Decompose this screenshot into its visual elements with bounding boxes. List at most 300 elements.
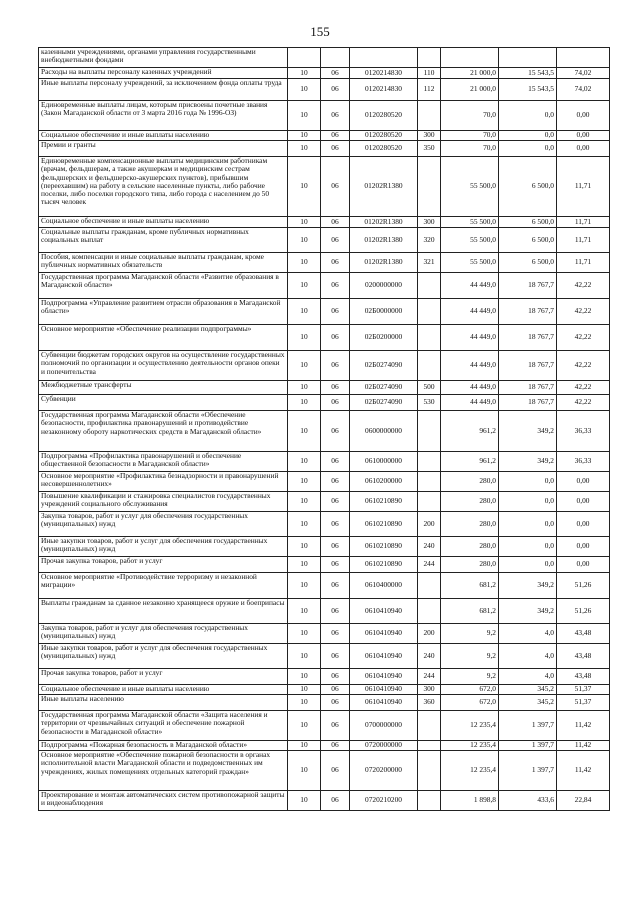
execution-percent: 11,71 xyxy=(557,253,610,273)
table-row xyxy=(39,624,610,644)
table-row xyxy=(39,79,610,101)
row-name: Прочая закупка товаров, работ и услуг xyxy=(39,669,288,685)
expense-type-code: 244 xyxy=(418,557,441,573)
subsection-code: 06 xyxy=(321,644,350,669)
subsection-code: 06 xyxy=(321,751,350,791)
subsection-code: 06 xyxy=(321,325,350,351)
section-code: 10 xyxy=(288,411,321,452)
target-article-code xyxy=(350,48,418,68)
subsection-code: 06 xyxy=(321,79,350,101)
table-row xyxy=(39,68,610,79)
subsection-code: 06 xyxy=(321,395,350,411)
actual-amount: 4,0 xyxy=(499,669,557,685)
expense-type-code: 320 xyxy=(418,228,441,253)
table-row xyxy=(39,741,610,751)
execution-percent: 0,00 xyxy=(557,492,610,512)
subsection-code: 06 xyxy=(321,624,350,644)
subsection-code xyxy=(321,48,350,68)
execution-percent: 51,37 xyxy=(557,685,610,695)
target-article-code: 0200000000 xyxy=(350,273,418,299)
table-row xyxy=(39,157,610,217)
section-code: 10 xyxy=(288,751,321,791)
row-name: Расходы на выплаты персоналу казенных учреждений xyxy=(39,68,288,79)
execution-percent: 0,00 xyxy=(557,141,610,157)
row-name: Единовременные компенсационные выплаты медицинским работникам (врачам, фельдшерам, а также акушеркам и медицинским сестрам фельдшерских и фельдшерско-акушерских пунктов), прибывшим (переехавшим) на работу в сельские населенные пункты, либо рабочие поселки, либо поселки городского типа, либо города с населением до 50 тысяч человек xyxy=(39,157,288,217)
subsection-code: 06 xyxy=(321,669,350,685)
table-row xyxy=(39,411,610,452)
row-name: Иные выплаты персоналу учреждений, за исключением фонда оплаты труда xyxy=(39,79,288,101)
actual-amount: 18 767,7 xyxy=(499,381,557,395)
expense-type-code xyxy=(418,492,441,512)
planned-amount: 280,0 xyxy=(441,492,499,512)
section-code: 10 xyxy=(288,512,321,537)
section-code: 10 xyxy=(288,557,321,573)
expense-type-code: 200 xyxy=(418,512,441,537)
table-row xyxy=(39,141,610,157)
expense-type-code xyxy=(418,711,441,741)
expense-type-code xyxy=(418,411,441,452)
section-code: 10 xyxy=(288,624,321,644)
section-code: 10 xyxy=(288,644,321,669)
table-row xyxy=(39,537,610,557)
section-code: 10 xyxy=(288,573,321,599)
subsection-code: 06 xyxy=(321,299,350,325)
target-article-code: 0610410940 xyxy=(350,644,418,669)
actual-amount: 349,2 xyxy=(499,452,557,472)
section-code: 10 xyxy=(288,101,321,131)
row-name: Подпрограмма «Профилактика правонарушений и обеспечение общественной безопасности в Магаданской области» xyxy=(39,452,288,472)
expense-type-code: 300 xyxy=(418,685,441,695)
actual-amount: 15 543,5 xyxy=(499,79,557,101)
execution-percent: 36,33 xyxy=(557,452,610,472)
target-article-code: 0600000000 xyxy=(350,411,418,452)
target-article-code: 01202R1380 xyxy=(350,228,418,253)
actual-amount: 6 500,0 xyxy=(499,157,557,217)
planned-amount: 12 235,4 xyxy=(441,751,499,791)
target-article-code: 0610210890 xyxy=(350,512,418,537)
subsection-code: 06 xyxy=(321,157,350,217)
section-code: 10 xyxy=(288,79,321,101)
target-article-code: 02Б0000000 xyxy=(350,299,418,325)
subsection-code: 06 xyxy=(321,537,350,557)
target-article-code: 0610410940 xyxy=(350,599,418,624)
expense-type-code xyxy=(418,101,441,131)
section-code: 10 xyxy=(288,299,321,325)
row-name: Государственная программа Магаданской области «Обеспечение безопасности, профилактика правонарушений и противодействие незаконному обороту наркотических средств в Магаданской области» xyxy=(39,411,288,452)
actual-amount xyxy=(499,48,557,68)
planned-amount: 44 449,0 xyxy=(441,299,499,325)
execution-percent: 0,00 xyxy=(557,537,610,557)
row-name: Подпрограмма «Пожарная безопасность в Магаданской области» xyxy=(39,741,288,751)
table-row xyxy=(39,131,610,141)
target-article-code: 0720210200 xyxy=(350,791,418,811)
row-name: Премии и гранты xyxy=(39,141,288,157)
table-row xyxy=(39,217,610,228)
table-row xyxy=(39,711,610,741)
actual-amount: 18 767,7 xyxy=(499,273,557,299)
execution-percent: 43,48 xyxy=(557,624,610,644)
expense-type-code: 244 xyxy=(418,669,441,685)
execution-percent: 11,71 xyxy=(557,157,610,217)
actual-amount: 6 500,0 xyxy=(499,228,557,253)
row-name: Социальные выплаты гражданам, кроме публичных нормативных социальных выплат xyxy=(39,228,288,253)
section-code: 10 xyxy=(288,791,321,811)
actual-amount: 349,2 xyxy=(499,573,557,599)
row-name: Подпрограмма «Управление развитием отрасли образования в Магаданской области» xyxy=(39,299,288,325)
actual-amount: 0,0 xyxy=(499,141,557,157)
table-row xyxy=(39,599,610,624)
section-code: 10 xyxy=(288,141,321,157)
planned-amount: 12 235,4 xyxy=(441,741,499,751)
target-article-code: 02Б0274090 xyxy=(350,395,418,411)
subsection-code: 06 xyxy=(321,512,350,537)
execution-percent: 36,33 xyxy=(557,411,610,452)
actual-amount: 1 397,7 xyxy=(499,741,557,751)
execution-percent: 42,22 xyxy=(557,325,610,351)
section-code: 10 xyxy=(288,472,321,492)
actual-amount: 18 767,7 xyxy=(499,395,557,411)
planned-amount: 280,0 xyxy=(441,512,499,537)
row-name: Основное мероприятие «Обеспечение реализации подпрограммы» xyxy=(39,325,288,351)
section-code: 10 xyxy=(288,228,321,253)
expense-type-code: 200 xyxy=(418,624,441,644)
table-row xyxy=(39,452,610,472)
subsection-code: 06 xyxy=(321,685,350,695)
target-article-code: 0120280520 xyxy=(350,101,418,131)
table-row xyxy=(39,669,610,685)
target-article-code: 0610000000 xyxy=(350,452,418,472)
planned-amount: 280,0 xyxy=(441,472,499,492)
execution-percent: 42,22 xyxy=(557,273,610,299)
execution-percent xyxy=(557,48,610,68)
planned-amount: 44 449,0 xyxy=(441,395,499,411)
expense-type-code: 110 xyxy=(418,68,441,79)
planned-amount: 9,2 xyxy=(441,644,499,669)
subsection-code: 06 xyxy=(321,492,350,512)
expense-type-code xyxy=(418,791,441,811)
row-name: Иные закупки товаров, работ и услуг для обеспечения государственных (муниципальных) нужд xyxy=(39,537,288,557)
target-article-code: 0720200000 xyxy=(350,751,418,791)
section-code xyxy=(288,48,321,68)
table-row xyxy=(39,325,610,351)
expense-type-code xyxy=(418,299,441,325)
execution-percent: 11,42 xyxy=(557,751,610,791)
actual-amount: 18 767,7 xyxy=(499,351,557,381)
subsection-code: 06 xyxy=(321,452,350,472)
table-row xyxy=(39,695,610,711)
expense-type-code: 350 xyxy=(418,141,441,157)
planned-amount: 70,0 xyxy=(441,141,499,157)
table-row xyxy=(39,228,610,253)
row-name: Проектирование и монтаж автоматических систем противопожарной защиты и видеонаблюдения xyxy=(39,791,288,811)
subsection-code: 06 xyxy=(321,228,350,253)
target-article-code: 0610410940 xyxy=(350,624,418,644)
section-code: 10 xyxy=(288,452,321,472)
row-name: казенными учреждениями, органами управления государственными внебюджетными фондами xyxy=(39,48,288,68)
planned-amount: 55 500,0 xyxy=(441,157,499,217)
expense-type-code xyxy=(418,273,441,299)
planned-amount: 672,0 xyxy=(441,685,499,695)
actual-amount: 18 767,7 xyxy=(499,325,557,351)
subsection-code: 06 xyxy=(321,791,350,811)
table-row xyxy=(39,351,610,381)
row-name: Основное мероприятие «Обеспечение пожарной безопасности в органах исполнительной власти Магаданской области и подведомственных им учреждениях, жилых помещениях отдельных категорий граждан» xyxy=(39,751,288,791)
planned-amount: 44 449,0 xyxy=(441,273,499,299)
planned-amount: 1 898,8 xyxy=(441,791,499,811)
table-row xyxy=(39,253,610,273)
table-row xyxy=(39,644,610,669)
section-code: 10 xyxy=(288,68,321,79)
subsection-code: 06 xyxy=(321,217,350,228)
actual-amount: 0,0 xyxy=(499,472,557,492)
section-code: 10 xyxy=(288,741,321,751)
row-name: Субвенции бюджетам городских округов на осуществление государственных полномочий по организации и осуществлению деятельности органов опеки и попечительства xyxy=(39,351,288,381)
actual-amount: 345,2 xyxy=(499,685,557,695)
planned-amount: 280,0 xyxy=(441,537,499,557)
subsection-code: 06 xyxy=(321,68,350,79)
execution-percent: 51,26 xyxy=(557,599,610,624)
section-code: 10 xyxy=(288,131,321,141)
actual-amount: 18 767,7 xyxy=(499,299,557,325)
execution-percent: 42,22 xyxy=(557,299,610,325)
actual-amount: 6 500,0 xyxy=(499,253,557,273)
row-name: Социальное обеспечение и иные выплаты населению xyxy=(39,217,288,228)
row-name: Повышение квалификации и стажировка специалистов государственных учреждений социального обслуживания xyxy=(39,492,288,512)
planned-amount: 12 235,4 xyxy=(441,711,499,741)
actual-amount: 0,0 xyxy=(499,537,557,557)
section-code: 10 xyxy=(288,599,321,624)
table-row xyxy=(39,492,610,512)
section-code: 10 xyxy=(288,351,321,381)
table-row xyxy=(39,512,610,537)
table-row xyxy=(39,299,610,325)
row-name: Межбюджетные трансферты xyxy=(39,381,288,395)
execution-percent: 11,71 xyxy=(557,217,610,228)
actual-amount: 345,2 xyxy=(499,695,557,711)
target-article-code: 02Б0274090 xyxy=(350,381,418,395)
target-article-code: 0610210890 xyxy=(350,537,418,557)
target-article-code: 0610200000 xyxy=(350,472,418,492)
row-name: Основное мероприятие «Профилактика безнадзорности и правонарушений несовершеннолетних» xyxy=(39,472,288,492)
expense-type-code: 240 xyxy=(418,644,441,669)
expense-type-code: 240 xyxy=(418,537,441,557)
planned-amount: 21 000,0 xyxy=(441,79,499,101)
section-code: 10 xyxy=(288,157,321,217)
section-code: 10 xyxy=(288,492,321,512)
section-code: 10 xyxy=(288,711,321,741)
expense-type-code: 321 xyxy=(418,253,441,273)
expense-type-code xyxy=(418,751,441,791)
actual-amount: 0,0 xyxy=(499,492,557,512)
expense-type-code: 500 xyxy=(418,381,441,395)
section-code: 10 xyxy=(288,253,321,273)
actual-amount: 1 397,7 xyxy=(499,751,557,791)
row-name: Социальное обеспечение и иные выплаты населению xyxy=(39,131,288,141)
section-code: 10 xyxy=(288,325,321,351)
section-code: 10 xyxy=(288,685,321,695)
table-row xyxy=(39,751,610,791)
expense-type-code xyxy=(418,157,441,217)
row-name: Закупка товаров, работ и услуг для обеспечения государственных (муниципальных) нужд xyxy=(39,512,288,537)
target-article-code: 02Б0274090 xyxy=(350,351,418,381)
subsection-code: 06 xyxy=(321,472,350,492)
row-name: Основное мероприятие «Противодействие терроризму и незаконной миграции» xyxy=(39,573,288,599)
subsection-code: 06 xyxy=(321,253,350,273)
execution-percent: 0,00 xyxy=(557,472,610,492)
row-name: Государственная программа Магаданской области «Защита населения и территории от чрезвычайных ситуаций и обеспечение пожарной безопасности в Магаданской области» xyxy=(39,711,288,741)
planned-amount: 672,0 xyxy=(441,695,499,711)
planned-amount: 44 449,0 xyxy=(441,325,499,351)
subsection-code: 06 xyxy=(321,101,350,131)
expense-type-code xyxy=(418,351,441,381)
planned-amount: 681,2 xyxy=(441,573,499,599)
actual-amount: 0,0 xyxy=(499,131,557,141)
actual-amount: 0,0 xyxy=(499,512,557,537)
subsection-code: 06 xyxy=(321,573,350,599)
subsection-code: 06 xyxy=(321,599,350,624)
table-row xyxy=(39,472,610,492)
target-article-code: 02Б0200000 xyxy=(350,325,418,351)
planned-amount: 44 449,0 xyxy=(441,381,499,395)
target-article-code: 0120280520 xyxy=(350,141,418,157)
section-code: 10 xyxy=(288,537,321,557)
execution-percent: 42,22 xyxy=(557,381,610,395)
row-name: Выплаты гражданам за сданное незаконно хранящееся оружие и боеприпасы xyxy=(39,599,288,624)
target-article-code: 0610400000 xyxy=(350,573,418,599)
execution-percent: 0,00 xyxy=(557,101,610,131)
actual-amount: 1 397,7 xyxy=(499,711,557,741)
execution-percent: 0,00 xyxy=(557,557,610,573)
actual-amount: 433,6 xyxy=(499,791,557,811)
actual-amount: 15 543,5 xyxy=(499,68,557,79)
page-number: 155 xyxy=(310,24,330,39)
section-code: 10 xyxy=(288,669,321,685)
target-article-code: 0720000000 xyxy=(350,741,418,751)
row-name: Иные выплаты населению xyxy=(39,695,288,711)
execution-percent: 51,37 xyxy=(557,695,610,711)
subsection-code: 06 xyxy=(321,141,350,157)
subsection-code: 06 xyxy=(321,711,350,741)
execution-percent: 74,02 xyxy=(557,68,610,79)
planned-amount: 55 500,0 xyxy=(441,228,499,253)
expense-type-code xyxy=(418,452,441,472)
actual-amount: 349,2 xyxy=(499,411,557,452)
expense-type-code xyxy=(418,573,441,599)
section-code: 10 xyxy=(288,395,321,411)
actual-amount: 4,0 xyxy=(499,624,557,644)
section-code: 10 xyxy=(288,695,321,711)
execution-percent: 0,00 xyxy=(557,512,610,537)
target-article-code: 0610410940 xyxy=(350,669,418,685)
row-name: Единовременные выплаты лицам, которым присвоены почетные звания (Закон Магаданской области от 3 марта 2016 года № 1996-ОЗ) xyxy=(39,101,288,131)
section-code: 10 xyxy=(288,273,321,299)
row-name: Субвенции xyxy=(39,395,288,411)
actual-amount: 349,2 xyxy=(499,599,557,624)
table-row xyxy=(39,395,610,411)
execution-percent: 42,22 xyxy=(557,395,610,411)
expense-type-code: 360 xyxy=(418,695,441,711)
expense-type-code: 300 xyxy=(418,131,441,141)
planned-amount: 961,2 xyxy=(441,452,499,472)
planned-amount: 9,2 xyxy=(441,624,499,644)
table-row xyxy=(39,273,610,299)
planned-amount: 70,0 xyxy=(441,131,499,141)
row-name: Пособия, компенсации и иные социальные выплаты гражданам, кроме публичных нормативных обязательств xyxy=(39,253,288,273)
planned-amount: 55 500,0 xyxy=(441,217,499,228)
subsection-code: 06 xyxy=(321,557,350,573)
execution-percent: 22,84 xyxy=(557,791,610,811)
execution-percent: 42,22 xyxy=(557,351,610,381)
actual-amount: 4,0 xyxy=(499,644,557,669)
expense-type-code xyxy=(418,325,441,351)
table-row xyxy=(39,685,610,695)
actual-amount: 6 500,0 xyxy=(499,217,557,228)
target-article-code: 0610210890 xyxy=(350,492,418,512)
target-article-code: 0610410940 xyxy=(350,685,418,695)
execution-percent: 74,02 xyxy=(557,79,610,101)
actual-amount: 0,0 xyxy=(499,557,557,573)
execution-percent: 43,48 xyxy=(557,644,610,669)
subsection-code: 06 xyxy=(321,273,350,299)
table-row xyxy=(39,381,610,395)
target-article-code: 01202R1380 xyxy=(350,253,418,273)
execution-percent: 11,71 xyxy=(557,228,610,253)
row-name: Прочая закупка товаров, работ и услуг xyxy=(39,557,288,573)
execution-percent: 0,00 xyxy=(557,131,610,141)
row-name: Социальное обеспечение и иные выплаты населению xyxy=(39,685,288,695)
planned-amount: 70,0 xyxy=(441,101,499,131)
planned-amount: 961,2 xyxy=(441,411,499,452)
target-article-code: 0610410940 xyxy=(350,695,418,711)
row-name: Закупка товаров, работ и услуг для обеспечения государственных (муниципальных) нужд xyxy=(39,624,288,644)
execution-percent: 11,42 xyxy=(557,741,610,751)
table-row xyxy=(39,557,610,573)
planned-amount xyxy=(441,48,499,68)
actual-amount: 0,0 xyxy=(499,101,557,131)
expense-type-code xyxy=(418,472,441,492)
expense-type-code: 530 xyxy=(418,395,441,411)
planned-amount: 280,0 xyxy=(441,557,499,573)
subsection-code: 06 xyxy=(321,351,350,381)
table-row xyxy=(39,573,610,599)
execution-percent: 51,26 xyxy=(557,573,610,599)
target-article-code: 0610210890 xyxy=(350,557,418,573)
planned-amount: 681,2 xyxy=(441,599,499,624)
budget-table xyxy=(38,47,610,811)
execution-percent: 11,42 xyxy=(557,711,610,741)
target-article-code: 0120214830 xyxy=(350,79,418,101)
expense-type-code: 300 xyxy=(418,217,441,228)
planned-amount: 9,2 xyxy=(441,669,499,685)
expense-type-code: 112 xyxy=(418,79,441,101)
subsection-code: 06 xyxy=(321,381,350,395)
row-name: Государственная программа Магаданской области «Развитие образования в Магаданской области» xyxy=(39,273,288,299)
section-code: 10 xyxy=(288,217,321,228)
expense-type-code xyxy=(418,599,441,624)
execution-percent: 43,48 xyxy=(557,669,610,685)
target-article-code: 0700000000 xyxy=(350,711,418,741)
subsection-code: 06 xyxy=(321,741,350,751)
subsection-code: 06 xyxy=(321,131,350,141)
target-article-code: 0120280520 xyxy=(350,131,418,141)
target-article-code: 01202R1380 xyxy=(350,217,418,228)
expense-type-code xyxy=(418,741,441,751)
section-code: 10 xyxy=(288,381,321,395)
table-row xyxy=(39,101,610,131)
expense-type-code xyxy=(418,48,441,68)
table-row xyxy=(39,791,610,811)
planned-amount: 55 500,0 xyxy=(441,253,499,273)
